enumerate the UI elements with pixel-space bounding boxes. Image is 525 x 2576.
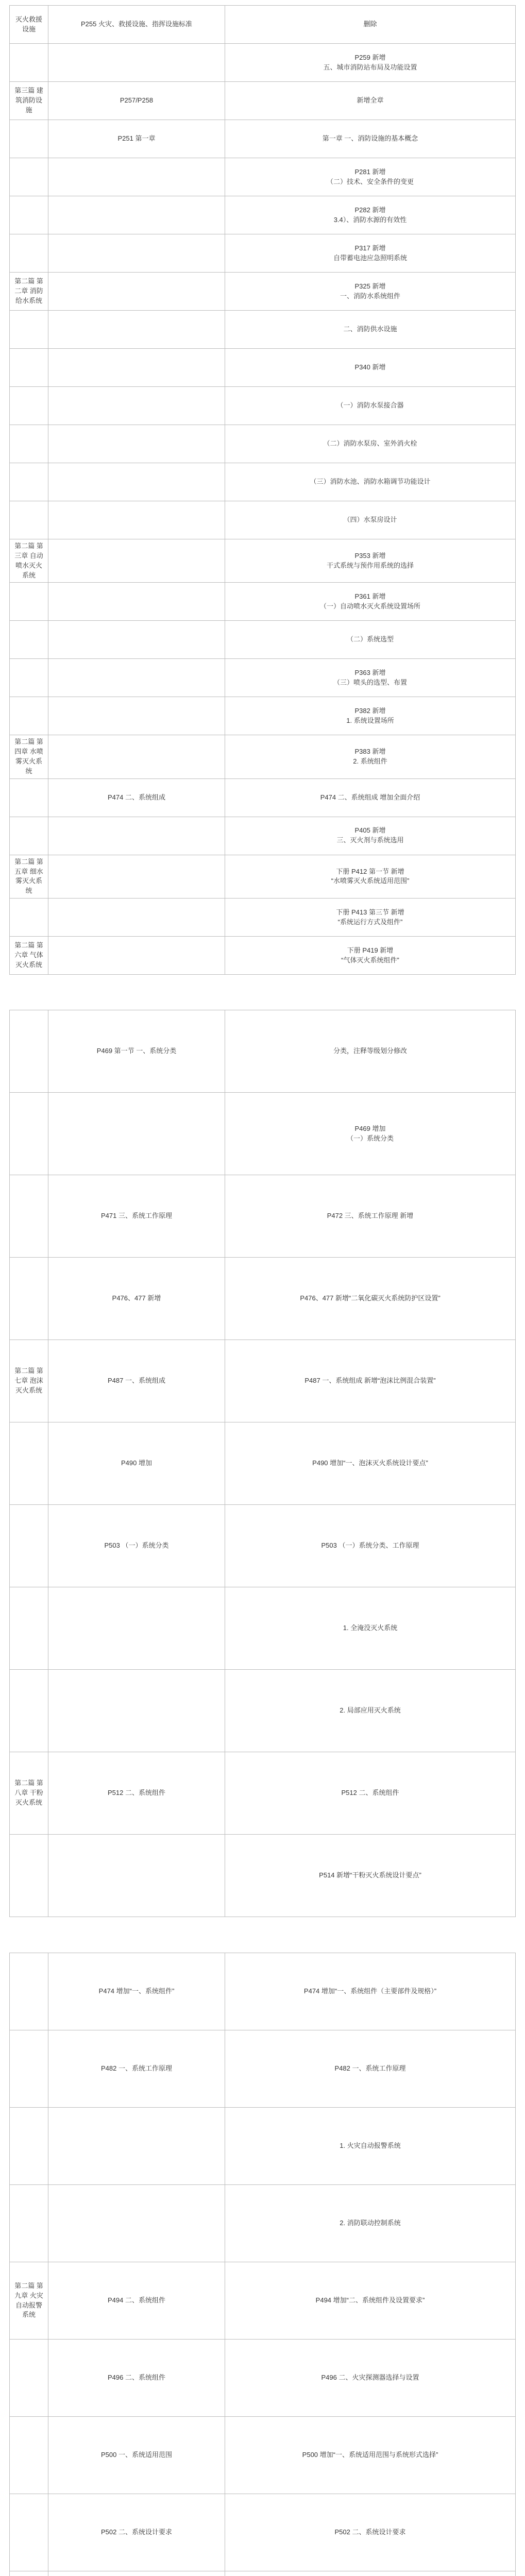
table-row <box>10 2030 516 2108</box>
old-version-cell: P469 第一节 一、系统分类 <box>48 1010 225 1093</box>
table-row <box>10 1670 516 1752</box>
section-cell <box>10 2185 48 2262</box>
section-cell: 第二篇 第二章 消防给水系统 <box>10 273 48 311</box>
old-version-cell <box>48 2108 225 2185</box>
table-row <box>10 621 516 659</box>
new-version-cell: （二）系统选型 <box>225 621 516 659</box>
new-version-cell: P472 三、系统工作原理 新增 <box>225 1175 516 1258</box>
section-cell <box>10 1093 48 1175</box>
section-cell <box>10 234 48 273</box>
old-version-cell <box>48 697 225 735</box>
old-version-cell <box>48 349 225 387</box>
new-version-cell: 1. 火灾自动报警系统 <box>225 2108 516 2185</box>
new-version-cell: P469 增加 （一）系统分类 <box>225 1093 516 1175</box>
table-row <box>10 2262 516 2340</box>
section-cell <box>10 2417 48 2494</box>
old-version-cell: P476、477 新增 <box>48 1258 225 1340</box>
table-row <box>10 697 516 735</box>
new-version-cell: P490 增加“一、泡沫灭火系统设计要点” <box>225 1422 516 1505</box>
old-version-cell <box>48 621 225 659</box>
old-version-cell <box>48 899 225 937</box>
section-cell <box>10 899 48 937</box>
table-row <box>10 158 516 196</box>
old-version-cell: P494 二、系统组件 <box>48 2262 225 2340</box>
section-cell <box>10 1010 48 1093</box>
old-version-cell <box>48 1587 225 1670</box>
old-version-cell <box>48 158 225 196</box>
old-version-cell <box>48 583 225 621</box>
section-cell: 第二篇 第五章 细水雾灭火系统 <box>10 855 48 898</box>
table-row <box>10 1258 516 1340</box>
table-row <box>10 1953 516 2030</box>
comparison-table-part-1 <box>9 5 516 975</box>
table-row <box>10 501 516 539</box>
old-version-cell <box>48 425 225 463</box>
table-row <box>10 899 516 937</box>
new-version-cell: P502 二、系统设计要求 <box>225 2494 516 2571</box>
section-cell <box>10 501 48 539</box>
new-version-cell: （一）消防水泵接合器 <box>225 387 516 425</box>
section-cell <box>10 349 48 387</box>
table-row <box>10 311 516 349</box>
section-cell: 第二篇 第八章 干粉灭火系统 <box>10 1752 48 1835</box>
new-version-cell: P259 新增 五、城市消防站布局及功能设置 <box>225 44 516 82</box>
old-version-cell: P503 （一）系统分类 <box>48 1505 225 1587</box>
section-cell <box>10 817 48 855</box>
new-version-cell: P474 二、系统组成 增加全面介绍 <box>225 778 516 817</box>
section-cell: 第二篇 第七章 泡沫灭火系统 <box>10 1340 48 1422</box>
new-version-cell: P383 新增 2. 系统组件 <box>225 735 516 778</box>
section-cell: 第三篇 建筑消防设施 <box>10 82 48 120</box>
old-version-cell <box>48 2185 225 2262</box>
section-cell: 第二篇 第四章 水喷雾灭火系统 <box>10 735 48 778</box>
old-version-cell <box>48 196 225 234</box>
table-row <box>10 1422 516 1505</box>
table-row <box>10 659 516 697</box>
section-cell <box>10 196 48 234</box>
new-version-cell: （二）消防水泵房、室外消火栓 <box>225 425 516 463</box>
table-row <box>10 2494 516 2571</box>
new-version-cell: P512 二、系统组件 <box>225 1752 516 1835</box>
section-cell <box>10 2571 48 2576</box>
table-row <box>10 425 516 463</box>
new-version-cell: （四）水泵房设计 <box>225 501 516 539</box>
section-cell <box>10 158 48 196</box>
old-version-cell: P474 二、系统组成 <box>48 778 225 817</box>
old-version-cell <box>48 463 225 501</box>
old-version-cell <box>48 44 225 82</box>
section-cell <box>10 425 48 463</box>
new-version-cell: 下册 P413 第三节 新增 “系统运行方式及组件” <box>225 899 516 937</box>
new-version-cell: 二、消防供水设施 <box>225 311 516 349</box>
new-version-cell: P496 二、火灾探测器选择与设置 <box>225 2340 516 2417</box>
new-version-cell: P282 新增 3.4）、消防水源的有效性 <box>225 196 516 234</box>
new-version-cell: P503 （一）系统分类、工作原理 <box>225 1505 516 1587</box>
section-cell <box>10 621 48 659</box>
old-version-cell <box>48 234 225 273</box>
table-row <box>10 44 516 82</box>
section-cell <box>10 2030 48 2108</box>
table-row <box>10 1340 516 1422</box>
section-cell <box>10 1175 48 1258</box>
old-version-cell: P474 增加“一、系统组件” <box>48 1953 225 2030</box>
table-row <box>10 273 516 311</box>
old-version-cell <box>48 937 225 975</box>
new-version-cell: P340 新增 <box>225 349 516 387</box>
new-version-cell: 1. 全淹没灭火系统 <box>225 1587 516 1670</box>
section-cell <box>10 2494 48 2571</box>
old-version-cell <box>48 311 225 349</box>
old-version-cell: P502 二、系统设计要求 <box>48 2494 225 2571</box>
table-row <box>10 2571 516 2576</box>
section-cell <box>10 1953 48 2030</box>
table-row <box>10 2185 516 2262</box>
old-version-cell <box>48 735 225 778</box>
old-version-cell: P257/P258 <box>48 82 225 120</box>
table-row <box>10 82 516 120</box>
old-version-cell: P255 火灾、救援设施、指挥设施标准 <box>48 6 225 44</box>
old-version-cell <box>48 1670 225 1752</box>
table-row <box>10 778 516 817</box>
section-cell <box>10 120 48 158</box>
new-version-cell: P482 一、系统工作原理 <box>225 2030 516 2108</box>
new-version-cell: 2. 局部应用灭火系统 <box>225 1670 516 1752</box>
section-cell <box>10 2108 48 2185</box>
table-row <box>10 1587 516 1670</box>
section-cell <box>10 1258 48 1340</box>
section-cell <box>10 1587 48 1670</box>
new-version-cell: 下册 P412 第一节 新增 “水喷雾灭火系统适用范围” <box>225 855 516 898</box>
table-row <box>10 1752 516 1835</box>
table-row <box>10 6 516 44</box>
table-row <box>10 349 516 387</box>
new-version-cell: P500 增加“一、系统适用范围与系统形式选择” <box>225 2417 516 2494</box>
section-cell <box>10 1835 48 1917</box>
new-version-cell <box>225 2571 516 2576</box>
table-row <box>10 583 516 621</box>
section-cell <box>10 778 48 817</box>
old-version-cell <box>48 855 225 898</box>
new-version-cell: P361 新增 （一）自动喷水灭火系统设置场所 <box>225 583 516 621</box>
section-cell <box>10 697 48 735</box>
section-cell <box>10 2340 48 2417</box>
table-row <box>10 855 516 898</box>
old-version-cell <box>48 1093 225 1175</box>
new-version-cell: P476、477 新增“二氧化碳灭火系统防护区设置” <box>225 1258 516 1340</box>
old-version-cell <box>48 273 225 311</box>
new-version-cell: P363 新增 （三）喷头的选型、布置 <box>225 659 516 697</box>
new-version-cell: 分类，注释等级划分修改 <box>225 1010 516 1093</box>
new-version-cell: P382 新增 1. 系统设置场所 <box>225 697 516 735</box>
old-version-cell: P512 二、系统组件 <box>48 1752 225 1835</box>
new-version-cell: 新增全章 <box>225 82 516 120</box>
new-version-cell: P405 新增 三、灭火剂与系统选用 <box>225 817 516 855</box>
section-cell <box>10 44 48 82</box>
new-version-cell: P353 新增 干式系统与预作用系统的选择 <box>225 539 516 583</box>
table-row <box>10 120 516 158</box>
table-row <box>10 1505 516 1587</box>
table-row <box>10 1010 516 1093</box>
new-version-cell: P474 增加“一、系统组件（主要部件及规格）” <box>225 1953 516 2030</box>
new-version-cell: 删除 <box>225 6 516 44</box>
section-cell: 第二篇 第三章 自动喷水灭火系统 <box>10 539 48 583</box>
table-row <box>10 1175 516 1258</box>
new-version-cell: P487 一、系统组成 新增“泡沫比例混合装置” <box>225 1340 516 1422</box>
new-version-cell: P317 新增 自带蓄电池应急照明系统 <box>225 234 516 273</box>
new-version-cell: 第一章 一、消防设施的基本概念 <box>225 120 516 158</box>
section-cell <box>10 1670 48 1752</box>
old-version-cell <box>48 501 225 539</box>
table-row <box>10 539 516 583</box>
old-version-cell: P500 一、系统适用范围 <box>48 2417 225 2494</box>
table-row <box>10 817 516 855</box>
section-cell <box>10 463 48 501</box>
table-row <box>10 735 516 778</box>
section-cell <box>10 583 48 621</box>
section-cell <box>10 659 48 697</box>
section-cell <box>10 1422 48 1505</box>
table-row <box>10 2108 516 2185</box>
comparison-table-part-3 <box>9 1953 516 2576</box>
table-row <box>10 387 516 425</box>
new-version-cell: P494 增加“二、系统组件及设置要求” <box>225 2262 516 2340</box>
table-row <box>10 234 516 273</box>
new-version-cell: （三）消防水池、消防水箱调节功能设计 <box>225 463 516 501</box>
old-version-cell <box>48 659 225 697</box>
section-cell: 第二篇 第九章 火灾自动报警系统 <box>10 2262 48 2340</box>
table-row <box>10 2340 516 2417</box>
section-cell <box>10 387 48 425</box>
old-version-cell <box>48 817 225 855</box>
table-row <box>10 463 516 501</box>
table-row <box>10 2417 516 2494</box>
old-version-cell <box>48 539 225 583</box>
comparison-table-part-2 <box>9 1010 516 1917</box>
old-version-cell: P471 三、系统工作原理 <box>48 1175 225 1258</box>
table-row <box>10 1835 516 1917</box>
section-cell <box>10 311 48 349</box>
old-version-cell: P251 第一章 <box>48 120 225 158</box>
table-row <box>10 1093 516 1175</box>
section-cell: 灭火救援设施 <box>10 6 48 44</box>
old-version-cell: P490 增加 <box>48 1422 225 1505</box>
old-version-cell: P482 一、系统工作原理 <box>48 2030 225 2108</box>
section-cell: 第二篇 第六章 气体灭火系统 <box>10 937 48 975</box>
new-version-cell: 2. 消防联动控制系统 <box>225 2185 516 2262</box>
old-version-cell: P487 一、系统组成 <box>48 1340 225 1422</box>
new-version-cell: 下册 P419 新增 “气体灭火系统组件” <box>225 937 516 975</box>
new-version-cell: P281 新增 （二）技术、安全条件的变更 <box>225 158 516 196</box>
table-row <box>10 937 516 975</box>
table-row <box>10 196 516 234</box>
section-cell <box>10 1505 48 1587</box>
new-version-cell: P514 新增“干粉灭火系统设计要点” <box>225 1835 516 1917</box>
new-version-cell: P325 新增 一、消防水系统组件 <box>225 273 516 311</box>
old-version-cell <box>48 387 225 425</box>
old-version-cell <box>48 1835 225 1917</box>
old-version-cell: P496 二、系统组件 <box>48 2340 225 2417</box>
old-version-cell <box>48 2571 225 2576</box>
